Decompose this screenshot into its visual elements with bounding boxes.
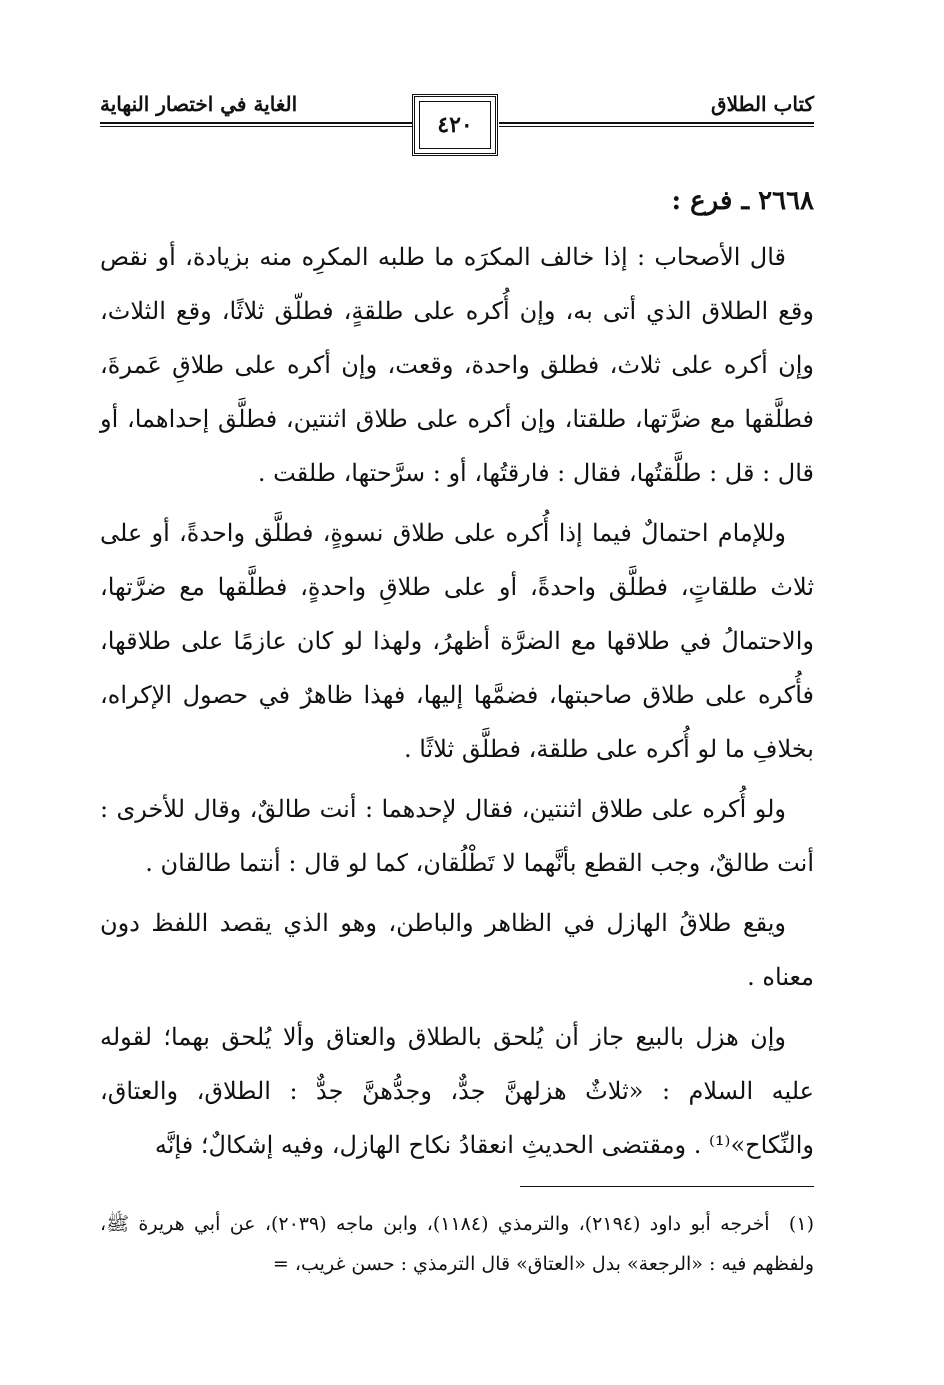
header-rule-left <box>100 122 415 127</box>
paragraph: وإن هزل بالبيع جاز أن يُلحق بالطلاق والعتاق وألا يُلحق بهما؛ لقوله عليه السلام : «ثلاثٌ هزلهنَّ جدٌّ، وجدُّهنَّ جدٌّ : الطلاق، والعتاق، والنِّكاح»⁽¹⁾ . ومقتضى الحديثِ انعقادُ نكاح الهازل، وفيه إشكالٌ؛ فإنَّه <box>100 1023 814 1159</box>
header-rule-right <box>499 122 814 127</box>
paragraph: ويقع طلاقُ الهازل في الظاهر والباطن، وهو الذي يقصد اللفظ دون معناه . <box>100 909 814 991</box>
footnote-separator <box>520 1186 814 1187</box>
paragraph: ولو أُكره على طلاق اثنتين، فقال لإحدهما : أنت طالقٌ، وقال للأخرى : أنت طالقٌ، وجب القطع بأنَّهما لا تَطْلُقان، كما لو قال : أنتما طالقان . <box>100 795 814 877</box>
footnote <box>100 1204 814 1284</box>
page-number: ٤٢٠ <box>437 112 473 138</box>
footnotes <box>100 1204 814 1284</box>
footnote-mark: (١) <box>788 1213 814 1235</box>
main-text <box>100 174 814 1178</box>
paragraph: وللإمام احتمالٌ فيما إذا أُكره على طلاق نسوةٍ، فطلَّق واحدةً، أو على ثلاث طلقاتٍ، فطلَّق واحدةً، أو على طلاقِ واحدةٍ، فطلَّقها مع ضرَّتها، والاحتمالُ في طلاقها مع الضرَّة أظهرُ، ولهذا لو كان عازمًا على طلاقها، فأُكره على طلاق صاحبتها، فضمَّها إليها، فهذا ظاهرٌ في حصول الإكراه، بخلافِ ما لو أُكره على طلقة، فطلَّق ثلاثًا . <box>100 519 814 763</box>
section-heading: ٢٦٦٨ ـ فرع : <box>671 186 814 216</box>
paragraph: قال الأصحاب : إذا خالف المكرَه ما طلبه المكرِه منه بزيادة، أو نقص وقع الطلاق الذي أتى به، وإن أُكره على طلقةٍ، فطلّق ثلاثًا، وقع الثلاث، وإن أكره على ثلاث، فطلق واحدة، وقعت، وإن أكره على طلاقِ عَمرةَ، فطلَّقها مع ضرَّتها، طلقتا، وإن أكره على طلاق اثنتين، فطلَّق إحداهما، أو قال : قل : طلَّقتُها، فقال : فارقتُها، أو : سرَّحتها، طلقت . <box>100 243 814 487</box>
page-number-frame <box>412 94 498 156</box>
running-header <box>100 78 814 158</box>
chapter-title: كتاب الطلاق <box>711 92 814 116</box>
book-title: الغاية في اختصار النهاية <box>100 92 298 116</box>
footnote-text: أخرجه أبو داود (٢١٩٤)، والترمذي (١١٨٤)، وابن ماجه (٢٠٣٩)، عن أبي هريرة ﷺ، ولفظهم فيه : «الرجعة» بدل «العتاق» قال الترمذي : حسن غريب، = <box>100 1213 814 1275</box>
